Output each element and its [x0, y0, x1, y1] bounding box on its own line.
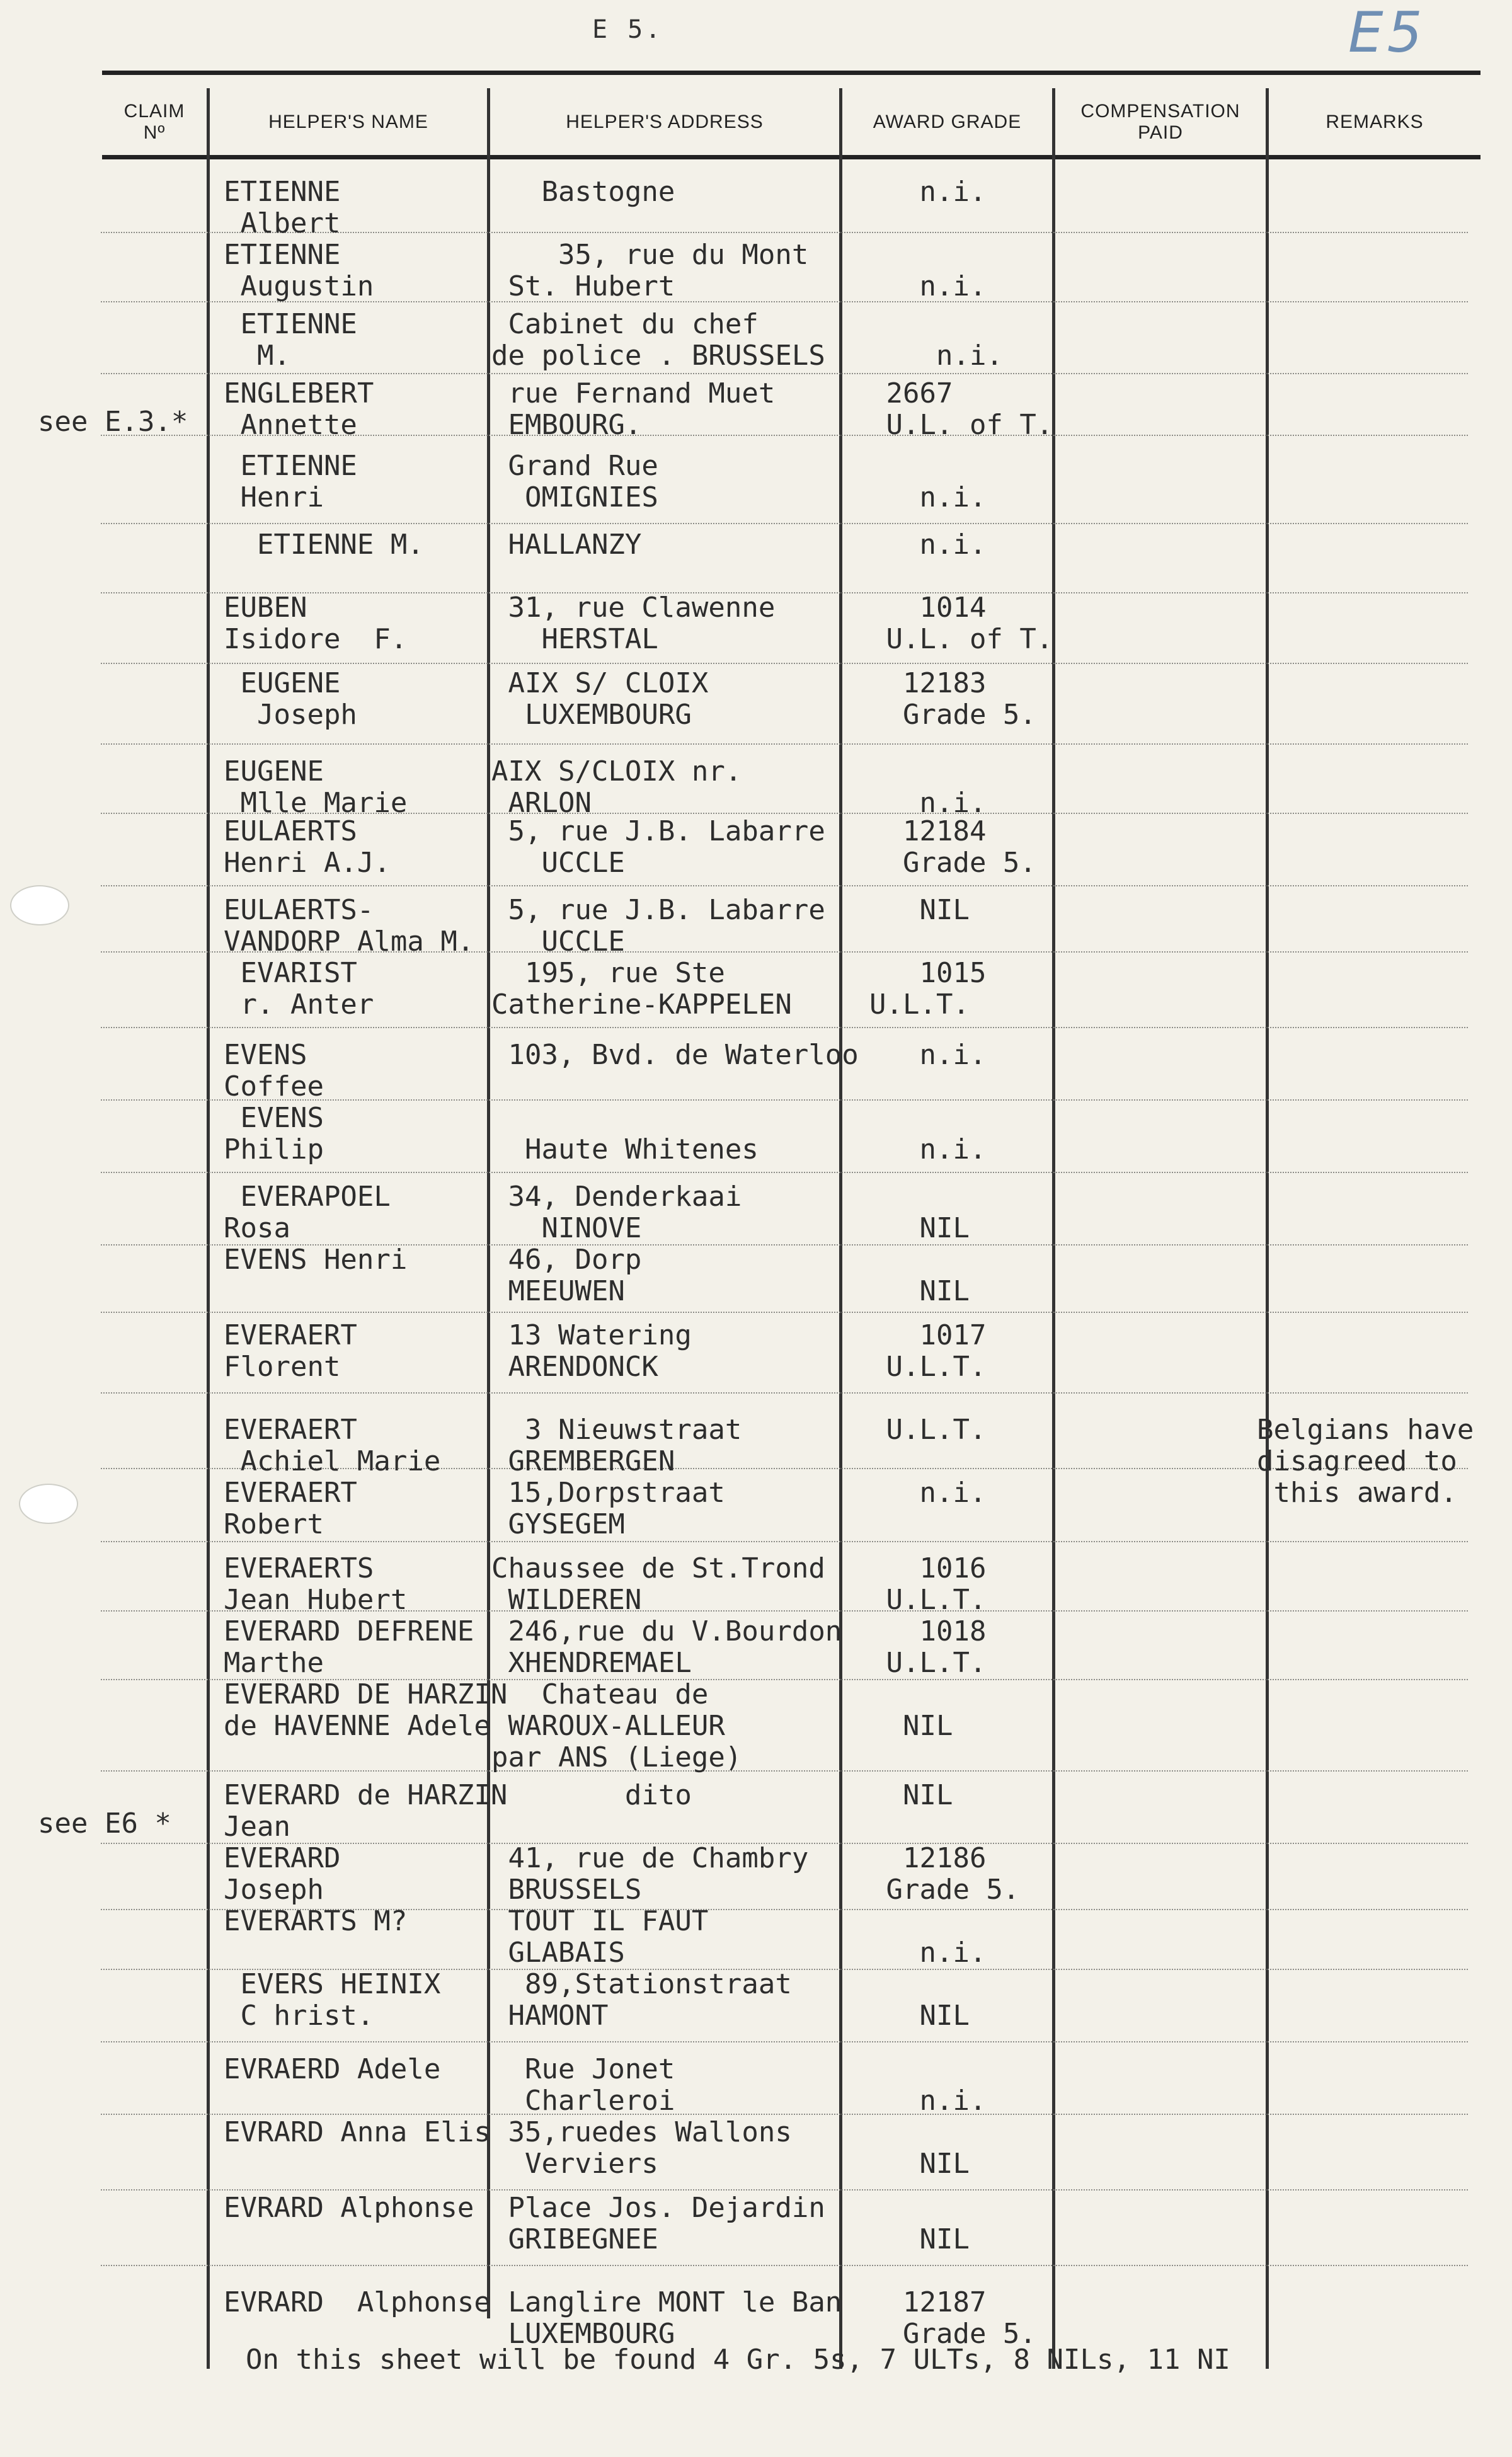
row-divider — [101, 2265, 1468, 2266]
helper-address: 5, rue J.B. Labarre UCCLE — [508, 894, 825, 958]
helper-name: EVERAPOEL Rosa — [224, 1181, 391, 1244]
award-grade: n.i. — [936, 340, 1003, 372]
header-compensation-paid: COMPENSATION PAID — [1080, 100, 1240, 143]
row-divider — [101, 885, 1468, 886]
helper-address: 3 Nieuwstraat GREMBERGEN — [508, 1414, 742, 1477]
helper-name: ETIENNE M. — [240, 308, 357, 372]
award-grade: U.L.T. — [869, 1414, 987, 1446]
row-divider — [101, 2041, 1468, 2042]
award-grade: 1015 U.L.T. — [869, 957, 987, 1021]
helper-address: 13 Watering ARENDONCK — [508, 1319, 692, 1383]
award-grade: 1016 U.L.T. — [886, 1552, 987, 1616]
award-grade: n.i. — [919, 2085, 987, 2117]
helper-name: EVRAERD Adele — [224, 2053, 441, 2085]
helper-address: Bastogne — [491, 176, 675, 208]
helper-address: dito — [491, 1779, 692, 1811]
helper-address: 15,Dorpstraat GYSEGEM — [508, 1477, 725, 1540]
award-grade: n.i. — [919, 1133, 987, 1166]
helper-name: EUGENE Joseph — [240, 667, 357, 731]
helper-address: Langlire MONT le Ban LUXEMBOURG — [508, 2286, 842, 2350]
helper-name: ETIENNE Augustin — [224, 239, 374, 302]
row-divider — [101, 1172, 1468, 1173]
helper-address: 34, Denderkaai NINOVE — [508, 1181, 742, 1244]
helper-address: Grand Rue OMIGNIES — [508, 450, 658, 513]
helper-name: EVERARD de HARZIN Jean — [224, 1779, 508, 1843]
award-grade: NIL — [919, 2223, 970, 2255]
helper-address: AIX S/ CLOIX LUXEMBOURG — [508, 667, 709, 731]
column-divider-compensation — [1266, 88, 1269, 2369]
helper-address: 103, Bvd. de Waterloo — [491, 1039, 859, 1071]
handwritten-page-code: E5 — [1348, 0, 1426, 65]
helper-name: EVERAERTS Jean Hubert — [224, 1552, 408, 1616]
row-divider — [101, 1770, 1468, 1772]
award-grade: n.i. — [919, 270, 987, 302]
award-grade: 12183 Grade 5. — [902, 667, 1036, 731]
helper-name: EVERAERT Robert — [224, 1477, 357, 1540]
award-grade: NIL — [902, 1710, 953, 1742]
award-grade: 1017 U.L.T. — [886, 1319, 987, 1383]
helper-address: Cabinet du chef de police . BRUSSELS — [491, 308, 825, 372]
award-grade: 12184 Grade 5. — [902, 815, 1036, 879]
award-grade: NIL — [919, 2000, 970, 2032]
row-divider — [101, 2189, 1468, 2191]
sheet-summary: On this sheet will be found 4 Gr. 5s, 7 ULTs, 8 NILs, 11 NI — [246, 2344, 1230, 2376]
helper-name: ETIENNE M. — [224, 529, 424, 561]
claim-reference: see E.3.* — [38, 406, 188, 438]
row-divider — [101, 373, 1468, 374]
award-grade: 12187 Grade 5. — [902, 2286, 1036, 2350]
punch-hole — [10, 885, 69, 925]
award-grade: NIL — [919, 1275, 970, 1307]
header-claim: CLAIM Nº — [123, 100, 185, 143]
helper-address: 246,rue du V.Bourdon XHENDREMAEL — [508, 1615, 842, 1679]
helper-name: EVERAERT Florent — [224, 1319, 357, 1383]
helper-name: EVERARD DEFRENE Marthe — [224, 1615, 474, 1679]
helper-name: EVENS Philip — [224, 1102, 324, 1166]
award-grade: n.i. — [869, 176, 987, 208]
helper-name: EVENS Coffee — [224, 1039, 324, 1102]
column-divider-address — [839, 88, 842, 2369]
header-remarks: REMARKS — [1326, 111, 1424, 132]
row-divider — [101, 1027, 1468, 1028]
helper-name: EVRARD Alphonse — [224, 2192, 474, 2224]
helper-name: EULAERTS Henri A.J. — [224, 815, 391, 879]
helper-address: 195, rue Ste Catherine-KAPPELEN — [491, 957, 792, 1021]
award-grade: 1018 U.L.T. — [886, 1615, 987, 1679]
helper-name: ENGLEBERT Annette — [224, 377, 374, 441]
award-grade: NIL — [869, 1779, 953, 1811]
helper-name: EVRARD Anna Elis — [224, 2116, 491, 2148]
helper-address: 31, rue Clawenne HERSTAL — [508, 592, 776, 655]
column-divider-claim — [207, 88, 210, 2369]
remarks-note: Belgians have disagreed to this award. — [1257, 1414, 1474, 1509]
helper-address: 5, rue J.B. Labarre UCCLE — [508, 815, 825, 879]
punch-hole — [19, 1484, 78, 1524]
helper-address: AIX S/CLOIX nr. ARLON — [491, 755, 742, 819]
award-grade: NIL — [919, 1212, 970, 1244]
helper-address: 89,Stationstraat HAMONT — [508, 1968, 792, 2032]
helper-address: Place Jos. Dejardin GRIBEGNEE — [508, 2192, 825, 2255]
helper-name: EVERARD DE HARZIN de HAVENNE Adele — [224, 1678, 508, 1742]
row-divider — [101, 2114, 1468, 2115]
helper-address: Chateau de WAROUX-ALLEUR par ANS (Liege) — [491, 1678, 742, 1773]
helper-address: HALLANZY — [491, 529, 642, 561]
helper-address: Chaussee de St.Trond WILDEREN — [491, 1552, 825, 1616]
helper-address: rue Fernand Muet EMBOURG. — [508, 377, 776, 441]
award-grade: n.i. — [869, 529, 987, 561]
header-top-rule — [102, 71, 1480, 75]
row-divider — [101, 743, 1468, 745]
page-code: E 5. — [592, 15, 663, 44]
helper-name: EVRARD Alphonse — [224, 2286, 491, 2318]
helper-name: EVERARTS M? — [224, 1905, 408, 1937]
helper-name: EVERS HEINIX C hrist. — [240, 1968, 441, 2032]
helper-name: ETIENNE Henri — [240, 450, 357, 513]
header-award-grade: AWARD GRADE — [873, 111, 1022, 132]
helper-name: EUBEN Isidore F. — [224, 592, 408, 655]
row-divider — [101, 523, 1468, 524]
helper-name: EVERARD Joseph — [224, 1842, 341, 1906]
helper-address: Rue Jonet Charleroi — [524, 2053, 675, 2117]
helper-address: 35,ruedes Wallons Verviers — [508, 2116, 792, 2180]
helper-address: 35, rue du Mont St. Hubert — [508, 239, 809, 302]
helper-name: EVERAERT Achiel Marie — [224, 1414, 441, 1477]
award-grade: 2667 U.L. of T. — [886, 377, 1053, 441]
award-grade: 12186 Grade 5. — [886, 1842, 1020, 1906]
row-divider — [101, 663, 1468, 664]
claim-reference: see E6 * — [38, 1807, 171, 1840]
helper-name: ETIENNE Albert — [224, 176, 341, 239]
column-divider-name — [487, 88, 490, 2318]
award-grade: n.i. — [919, 1937, 987, 1969]
award-grade: n.i. — [919, 787, 987, 819]
award-grade: NIL — [869, 894, 970, 926]
helper-name: EVARIST r. Anter — [240, 957, 374, 1021]
helper-name: EULAERTS- VANDORP Alma M. — [224, 894, 474, 958]
helper-name: EVENS Henri — [224, 1244, 408, 1276]
header-helper-address: HELPER'S ADDRESS — [566, 111, 764, 132]
header-helper-name: HELPER'S NAME — [268, 111, 428, 132]
award-grade: 1014 U.L. of T. — [886, 592, 1053, 655]
award-grade: n.i. — [869, 1477, 987, 1509]
helper-name: EUGENE Mlle Marie — [224, 755, 408, 819]
award-grade: NIL — [919, 2148, 970, 2180]
row-divider — [101, 1392, 1468, 1394]
helper-address: 46, Dorp MEEUWEN — [508, 1244, 642, 1307]
helper-address: Haute Whitenes — [524, 1133, 759, 1166]
helper-address: TOUT IL FAUT GLABAIS — [508, 1905, 709, 1969]
award-grade: n.i. — [919, 481, 987, 513]
row-divider — [101, 1312, 1468, 1313]
row-divider — [101, 1541, 1468, 1542]
header-bottom-rule — [102, 155, 1480, 159]
helper-address: 41, rue de Chambry BRUSSELS — [508, 1842, 809, 1906]
award-grade: n.i. — [869, 1039, 987, 1071]
